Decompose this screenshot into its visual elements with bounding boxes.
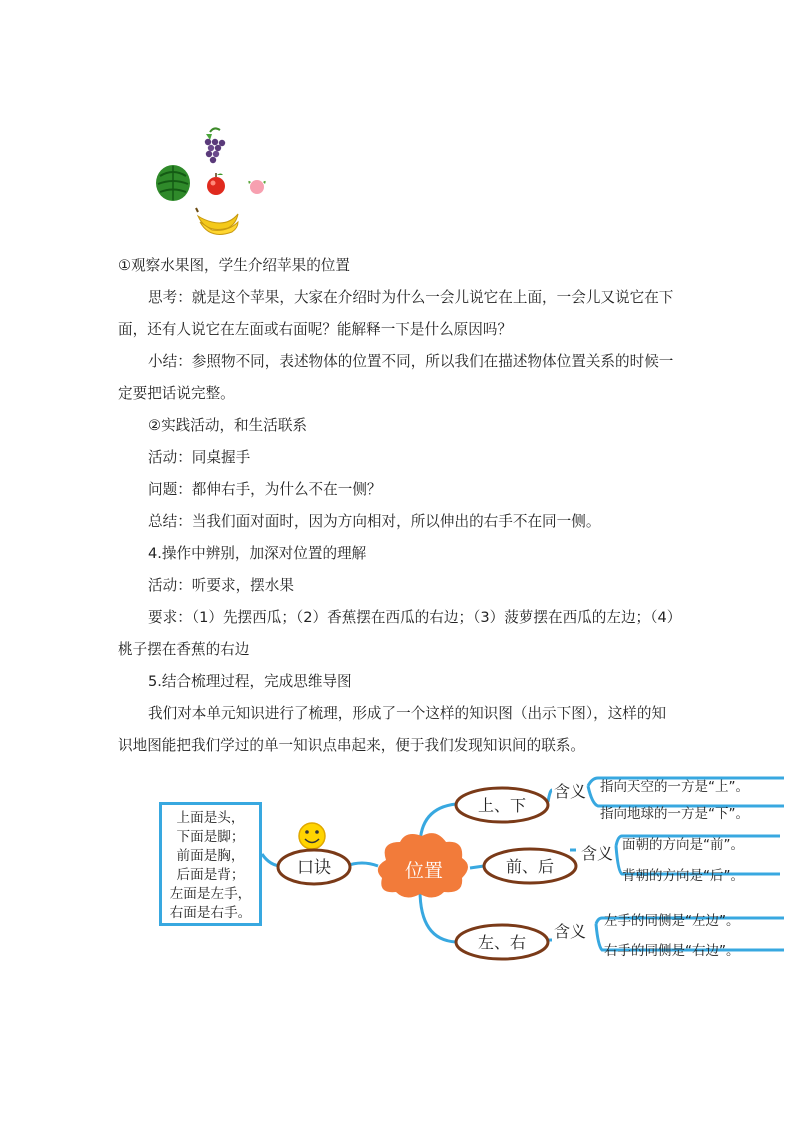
apple-icon: [207, 173, 225, 195]
banana-icon: [196, 208, 238, 234]
branch-label-frontback: 前、后: [505, 857, 555, 876]
meaning-item-front: 面朝的方向是“前”。: [622, 837, 744, 853]
kouj-line: 后面是背；: [176, 867, 245, 883]
meaning-item-back: 背朝的方向是“后”。: [622, 868, 744, 884]
kouj-line: 前面是胸，: [176, 848, 245, 864]
meaning-item-up: 指向天空的一方是“上”。: [600, 779, 749, 795]
step-observe-fruit: ①观察水果图，学生介绍苹果的位置: [118, 257, 350, 274]
question-right-hand: 问题：都伸右手，为什么不在一侧？: [148, 481, 382, 498]
meaning-label-frontback: 含义: [580, 844, 614, 863]
mindmap-intro-paragraph: 我们对本单元知识进行了梳理，形成了一个这样的知识图（出示下图），这样的知识地图能把我们学过的单一知识点串起来，便于我们发现知识间的联系。: [118, 705, 667, 754]
kouj-label: 口诀: [297, 858, 331, 878]
fruit-picture: [148, 126, 278, 244]
meaning-item-left: 左手的同侧是“左边”。: [604, 913, 740, 929]
peach-icon: [248, 180, 265, 194]
watermelon-icon: [156, 165, 190, 201]
kouj-line: 上面是头，: [176, 810, 245, 826]
step-practice: ②实践活动，和生活联系: [148, 417, 308, 434]
kouj-line: 右面是右手。: [169, 905, 252, 921]
kouj-box: [159, 802, 262, 926]
kouj-line: 下面是脚；: [176, 829, 245, 845]
conclusion-paragraph: 总结：当我们面对面时，因为方向相对，所以伸出的右手不在同一侧。: [148, 513, 601, 530]
summary-paragraph: 小结：参照物不同，表述物体的位置不同，所以我们在描述物体位置关系的时候一定要把话说完整。: [118, 353, 674, 402]
section-5-heading: 5.结合梳理过程，完成思维导图: [148, 673, 352, 690]
requirements-paragraph: 要求：（1）先摆西瓜；（2）香蕉摆在西瓜的右边；（3）菠萝摆在西瓜的左边；（4）桃子摆在香蕉的右边: [118, 609, 675, 658]
grapes-icon: [205, 128, 225, 163]
section-4-heading: 4.操作中辨别，加深对位置的理解: [148, 545, 367, 562]
meaning-label-leftright: 含义: [553, 922, 587, 941]
meaning-item-down: 指向地球的一方是“下”。: [600, 806, 749, 822]
center-label: 位置: [404, 860, 444, 882]
branch-label-updown: 上、下: [477, 796, 527, 815]
think-paragraph: 思考：就是这个苹果，大家在介绍时为什么一会儿说它在上面，一会儿又说它在下面，还有人说它在左面或右面呢？能解释一下是什么原因吗？: [118, 289, 674, 338]
activity-handshake: 活动：同桌握手: [148, 449, 251, 466]
kouj-line: 左面是左手，: [169, 886, 252, 902]
activity-fruit-arrange: 活动：听要求，摆水果: [148, 577, 294, 594]
branch-label-leftright: 左、右: [477, 933, 527, 952]
smiley-icon: [299, 823, 325, 849]
meaning-item-right: 右手的同侧是“右边”。: [604, 943, 740, 959]
meaning-label-updown: 含义: [553, 782, 587, 801]
